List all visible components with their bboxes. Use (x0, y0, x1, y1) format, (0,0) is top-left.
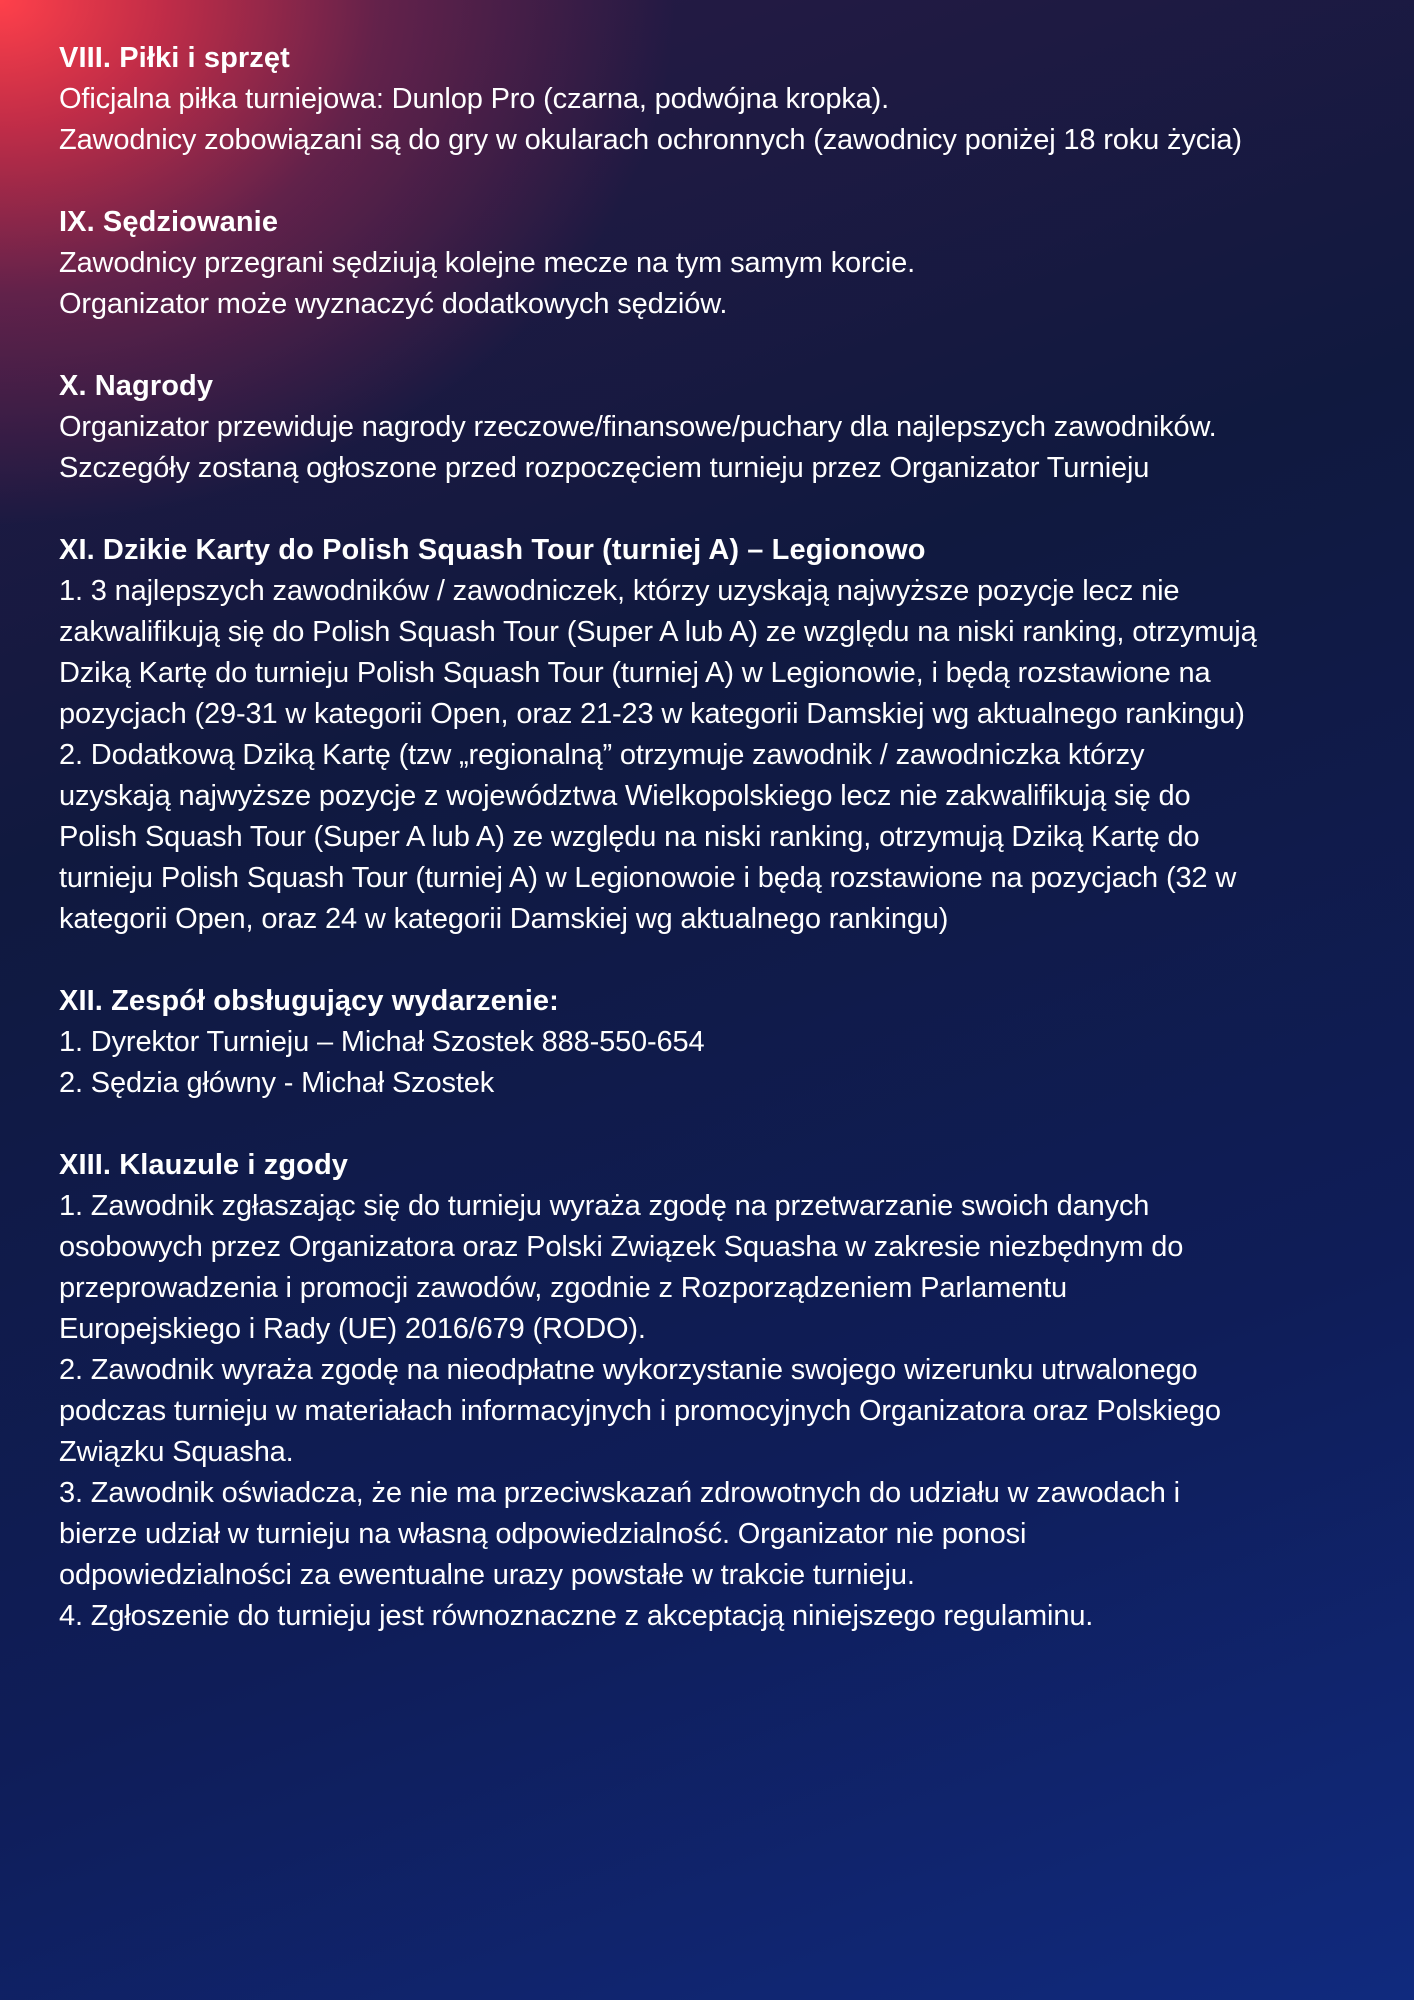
section-wild-cards (59, 530, 1359, 940)
section-line: pozycjach (29-31 w kategorii Open, oraz 21-23 w kategorii Damskiej wg aktualnego rankingu) (59, 698, 1245, 730)
section-prizes (59, 366, 1359, 489)
section-line: uzyskają najwyższe pozycje z województwa Wielkopolskiego lecz nie zakwalifikują się do (59, 780, 1191, 812)
section-title: VIII. Piłki i sprzęt (59, 42, 290, 74)
section-title: XI. Dzikie Karty do Polish Squash Tour (turniej A) – Legionowo (59, 534, 926, 566)
section-line: Zawodnicy przegrani sędziują kolejne mecze na tym samym korcie. (59, 247, 916, 279)
section-title: X. Nagrody (59, 370, 214, 402)
section-line: 2. Zawodnik wyraża zgodę na nieodpłatne wykorzystanie swojego wizerunku utrwalonego (59, 1354, 1198, 1386)
section-line: Organizator przewiduje nagrody rzeczowe/finansowe/puchary dla najlepszych zawodników. (59, 411, 1217, 443)
section-line: Europejskiego i Rady (UE) 2016/679 (RODO). (59, 1313, 646, 1345)
section-balls-equipment (59, 38, 1359, 161)
section-line: Organizator może wyznaczyć dodatkowych sędziów. (59, 288, 728, 320)
section-line: bierze udział w turnieju na własną odpowiedzialność. Organizator nie ponosi (59, 1518, 1027, 1550)
section-line: Związku Squasha. (59, 1436, 294, 1468)
section-line: kategorii Open, oraz 24 w kategorii Damskiej wg aktualnego rankingu) (59, 903, 949, 935)
section-refereeing (59, 202, 1359, 325)
section-line: Szczegóły zostaną ogłoszone przed rozpoczęciem turnieju przez Organizator Turnieju (59, 452, 1150, 484)
section-line: podczas turnieju w materiałach informacyjnych i promocyjnych Organizatora oraz Polskiego (59, 1395, 1221, 1427)
section-clauses-consents (59, 1145, 1359, 1637)
section-line: zakwalifikują się do Polish Squash Tour (Super A lub A) ze względu na niski ranking, otrzymują (59, 616, 1257, 648)
section-event-team (59, 981, 1359, 1104)
section-line: Oficjalna piłka turniejowa: Dunlop Pro (czarna, podwójna kropka). (59, 83, 890, 115)
section-line: przeprowadzenia i promocji zawodów, zgodnie z Rozporządzeniem Parlamentu (59, 1272, 1067, 1304)
section-line: 2. Dodatkową Dziką Kartę (tzw „regionalną” otrzymuje zawodnik / zawodniczka którzy (59, 739, 1145, 771)
regulations-page (59, 38, 1359, 1678)
section-line: Polish Squash Tour (Super A lub A) ze względu na niski ranking, otrzymują Dziką Kartę do (59, 821, 1200, 853)
section-line: 3. Zawodnik oświadcza, że nie ma przeciwskazań zdrowotnych do udziału w zawodach i (59, 1477, 1180, 1509)
section-line: Zawodnicy zobowiązani są do gry w okularach ochronnych (zawodnicy poniżej 18 roku życia) (59, 124, 1242, 156)
section-line: turnieju Polish Squash Tour (turniej A) w Legionowoie i będą rozstawione na pozycjach (32 w (59, 862, 1237, 894)
section-line: 4. Zgłoszenie do turnieju jest równoznaczne z akceptacją niniejszego regulaminu. (59, 1600, 1094, 1632)
section-line: Dziką Kartę do turnieju Polish Squash Tour (turniej A) w Legionowie, i będą rozstawione na (59, 657, 1211, 689)
section-title: IX. Sędziowanie (59, 206, 279, 238)
section-line: 2. Sędzia główny - Michał Szostek (59, 1067, 495, 1099)
section-title: XIII. Klauzule i zgody (59, 1149, 349, 1181)
section-title: XII. Zespół obsługujący wydarzenie: (59, 985, 559, 1017)
section-line: 1. Zawodnik zgłaszając się do turnieju wyraża zgodę na przetwarzanie swoich danych (59, 1190, 1150, 1222)
section-line: osobowych przez Organizatora oraz Polski Związek Squasha w zakresie niezbędnym do (59, 1231, 1184, 1263)
section-line: 1. 3 najlepszych zawodników / zawodniczek, którzy uzyskają najwyższe pozycje lecz nie (59, 575, 1180, 607)
section-line: odpowiedzialności za ewentualne urazy powstałe w trakcie turnieju. (59, 1559, 915, 1591)
section-line: 1. Dyrektor Turnieju – Michał Szostek 888-550-654 (59, 1026, 705, 1058)
